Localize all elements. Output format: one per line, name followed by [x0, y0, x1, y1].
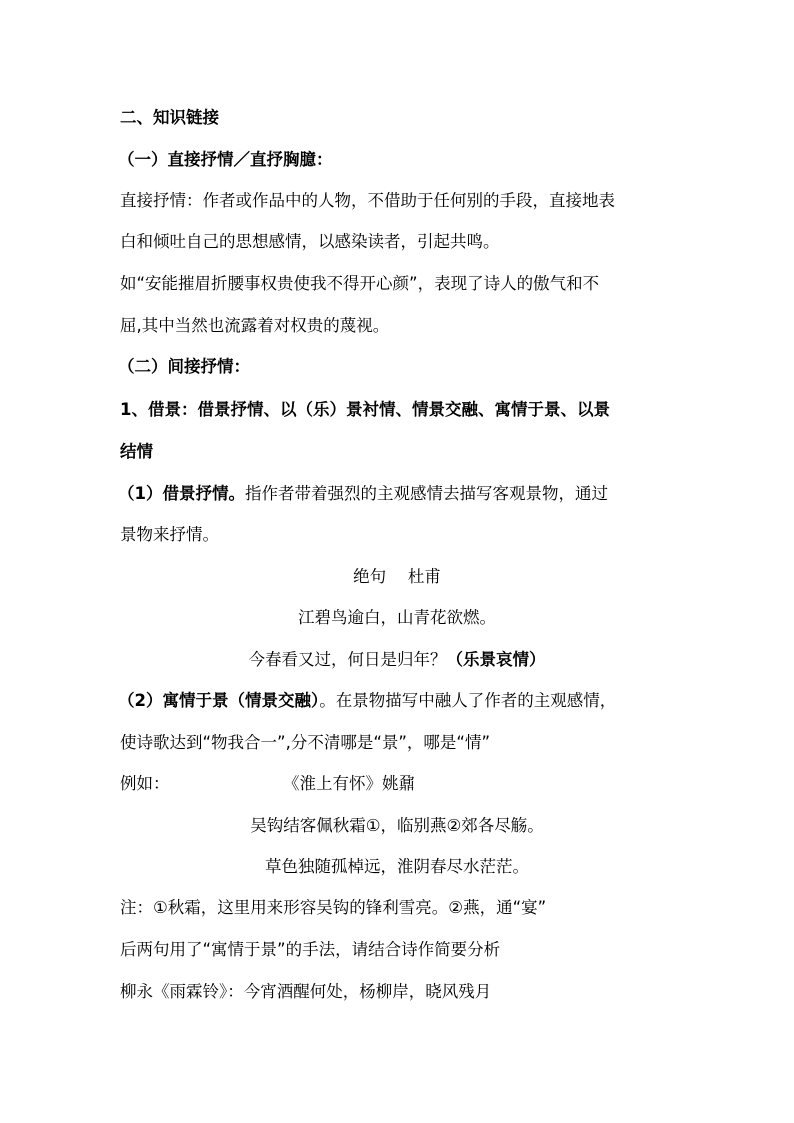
paragraph-line: 使诗歌达到“物我合一”,分不清哪是“景”，哪是“情”: [120, 733, 491, 752]
section-title: 二、知识链接: [120, 108, 219, 127]
paragraph-line: [118, 690, 616, 712]
paragraph-line: 如“安能摧眉折腰事权贵使我不得开心颜”，表现了诗人的傲气和不: [120, 274, 600, 293]
term-description: 指作者带着强烈的主观感情去描写客观景物，通过: [244, 484, 608, 503]
paragraph-line: 白和倾吐自己的思想感情，以感染读者，引起共鸣。: [120, 232, 500, 251]
poem-line: [0, 649, 794, 671]
poem-title: 《淮上有怀》姚鼐: [283, 774, 415, 793]
poem-line: 江碧鸟逾白，山青花欲燃。: [298, 608, 496, 627]
term-label: （2）寓情于景（情景交融）: [118, 691, 320, 710]
poem-text: 今春看又过，何日是归年？: [248, 650, 447, 669]
subheading-indirect: （二）间接抒情：: [118, 357, 250, 376]
poem-annotation: （乐景哀情）: [446, 650, 546, 669]
example-label: 例如：: [120, 774, 170, 793]
term-description: 。在景物描写中融人了作者的主观感情，: [319, 691, 617, 710]
paragraph-line: 直接抒情：作者或作品中的人物，不借助于任何别的手段，直接地表: [120, 191, 615, 210]
paragraph-line: [118, 483, 608, 505]
quote-line: 柳永《雨霖铃》：今宵酒醒何处，杨柳岸，晓风残月: [120, 982, 492, 1001]
paragraph-line: 屈,其中当然也流露着对权贵的蔑视。: [120, 316, 390, 335]
paragraph-line: 景物来抒情。: [120, 525, 219, 544]
poem-line: 草色独随孤棹远，淮阴春尽水茫茫。: [265, 857, 529, 876]
term-label: （1）借景抒情。: [118, 484, 245, 503]
footnote: 注：①秋霜，这里用来形容吴钩的锋利雪亮。②燕，通“宴”: [120, 898, 547, 917]
item-heading: 1、借景：借景抒情、以（乐）景衬情、情景交融、寓情于景、以景: [120, 400, 610, 419]
question: 后两句用了“寓情于景”的手法，请结合诗作简要分析: [120, 940, 501, 959]
subheading-direct: （一）直接抒情／直抒胸臆：: [118, 150, 333, 169]
item-heading: 结情: [120, 442, 153, 461]
poem-title: 绝句 杜甫: [353, 567, 441, 586]
poem-line: 吴钩结客佩秋霜①，临别燕②郊各尽觞。: [250, 816, 544, 835]
